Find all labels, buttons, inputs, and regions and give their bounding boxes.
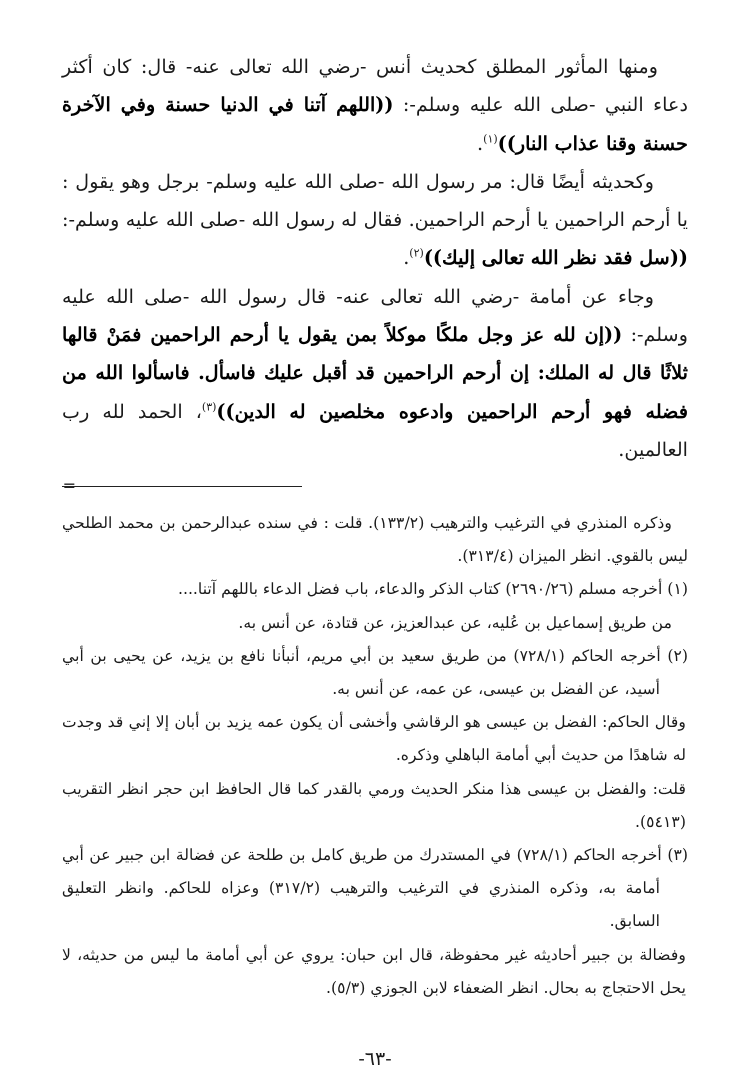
- footnote-ref-3[interactable]: (٣): [201, 400, 217, 414]
- paragraph-3-end: ، الحمد لله رب العالمين.: [62, 399, 688, 461]
- footnote-2-hakim-comment: وقال الحاكم: الفضل بن عيسى هو الرقاشي وأخشى أن يكون عمه يزيد بن أبان إلا إني قد وجدت له شاهدًا من حديث أبي أمامة الباهلي وذكره.: [62, 712, 686, 765]
- paragraph-1-end: .: [477, 131, 484, 155]
- paragraph-1-text: ومنها المأثور المطلق كحديث أنس -رضي الله تعالى عنه- قال: كان أكثر دعاء النبي -صلى الله عليه وسلم-:: [62, 55, 688, 117]
- footnote-3: (٣) أخرجه الحاكم (٧٢٨/١) في المستدرك من طريق كامل بن طلحة عن فضالة ابن جبير عن أبي أمامة به، وذكره المنذري في الترغيب والترهيب (٣١٧/٢) وعزاه للحاكم. وانظر التعليق السابق.: [62, 845, 688, 931]
- separator-mark: =: [62, 476, 76, 495]
- paragraph-3-text: وجاء عن أمامة -رضي الله تعالى عنه- قال رسول الله -صلى الله عليه وسلم-:: [62, 284, 688, 347]
- footnote-1: (١) أخرجه مسلم (٢٦٩٠/٢٦) كتاب الذكر والدعاء، باب فضل الدعاء باللهم آتنا....: [177, 579, 688, 599]
- footnote-1-chain: من طريق إسماعيل بن عُليه، عن عبدالعزيز، عن قتادة، عن أنس به.: [238, 612, 672, 632]
- paragraph-3: [62, 278, 688, 469]
- paragraph-2: [62, 163, 688, 278]
- paragraph-2-end: .: [403, 246, 410, 270]
- footnote-2-author-comment: قلت: والفضل بن عيسى هذا منكر الحديث ورمي بالقدر كما قال الحافظ ابن حجر انظر التقريب (٥٤١٣).: [62, 778, 686, 831]
- page-number: -٦٣-: [358, 1048, 392, 1070]
- main-text: [62, 48, 688, 469]
- footnote-ref-2[interactable]: (٢): [409, 247, 424, 261]
- footnote-2: (٢) أخرجه الحاكم (٧٢٨/١) من طريق سعيد بن أبي مريم، أنبأنا نافع بن يزيد، عن يحيى بن أبي أسيد، عن الفضل بن عيسى، عن عمه، عن أنس به.: [62, 645, 689, 699]
- footnote-ref-1[interactable]: (١): [483, 132, 498, 146]
- paragraph-2-hadith: ((سل فقد نظر الله تعالى إليك)): [423, 246, 688, 270]
- footnote-separator-line: [62, 486, 302, 487]
- book-page: [62, 0, 688, 1090]
- footnote-3-comment: وفضالة بن جبير أحاديثه غير محفوظة، قال ابن حبان: يروي عن أبي أمامة ما ليس من حديثه، لا يحل الاحتجاج به بحال. انظر الضعفاء لابن الجوزي (٥/٣).: [62, 944, 686, 997]
- paragraph-1: [62, 48, 688, 163]
- footnote-continued: وذكره المنذري في الترغيب والترهيب (١٣٣/٢). قلت : في سنده عبدالرحمن بن محمد الطلحي ليس بالقوي. انظر الميزان (٣١٣/٤).: [62, 513, 688, 566]
- paragraph-1-hadith: ((اللهم آتنا في الدنيا حسنة وفي الآخرة حسنة وقنا عذاب النار)): [62, 93, 688, 155]
- footnotes: [62, 506, 688, 1004]
- paragraph-2-text: وكحديثه أيضًا قال: مر رسول الله -صلى الله عليه وسلم- برجل وهو يقول : يا أرحم الراحمين يا أرحم الراحمين. فقال له رسول الله -صلى الله عليه وسلم-:: [62, 169, 688, 232]
- paragraph-3-hadith: ((إن لله عز وجل ملكًا موكلاً بمن يقول يا أرحم الراحمين فمَنْ قالها ثلاثًا قال له الملك: إن أرحم الراحمين قد أقبل عليك فاسأل. فاسألوا الله من فضله فهو أرحم الراحمين وادعوه مخلصين له الدين)): [62, 323, 688, 423]
